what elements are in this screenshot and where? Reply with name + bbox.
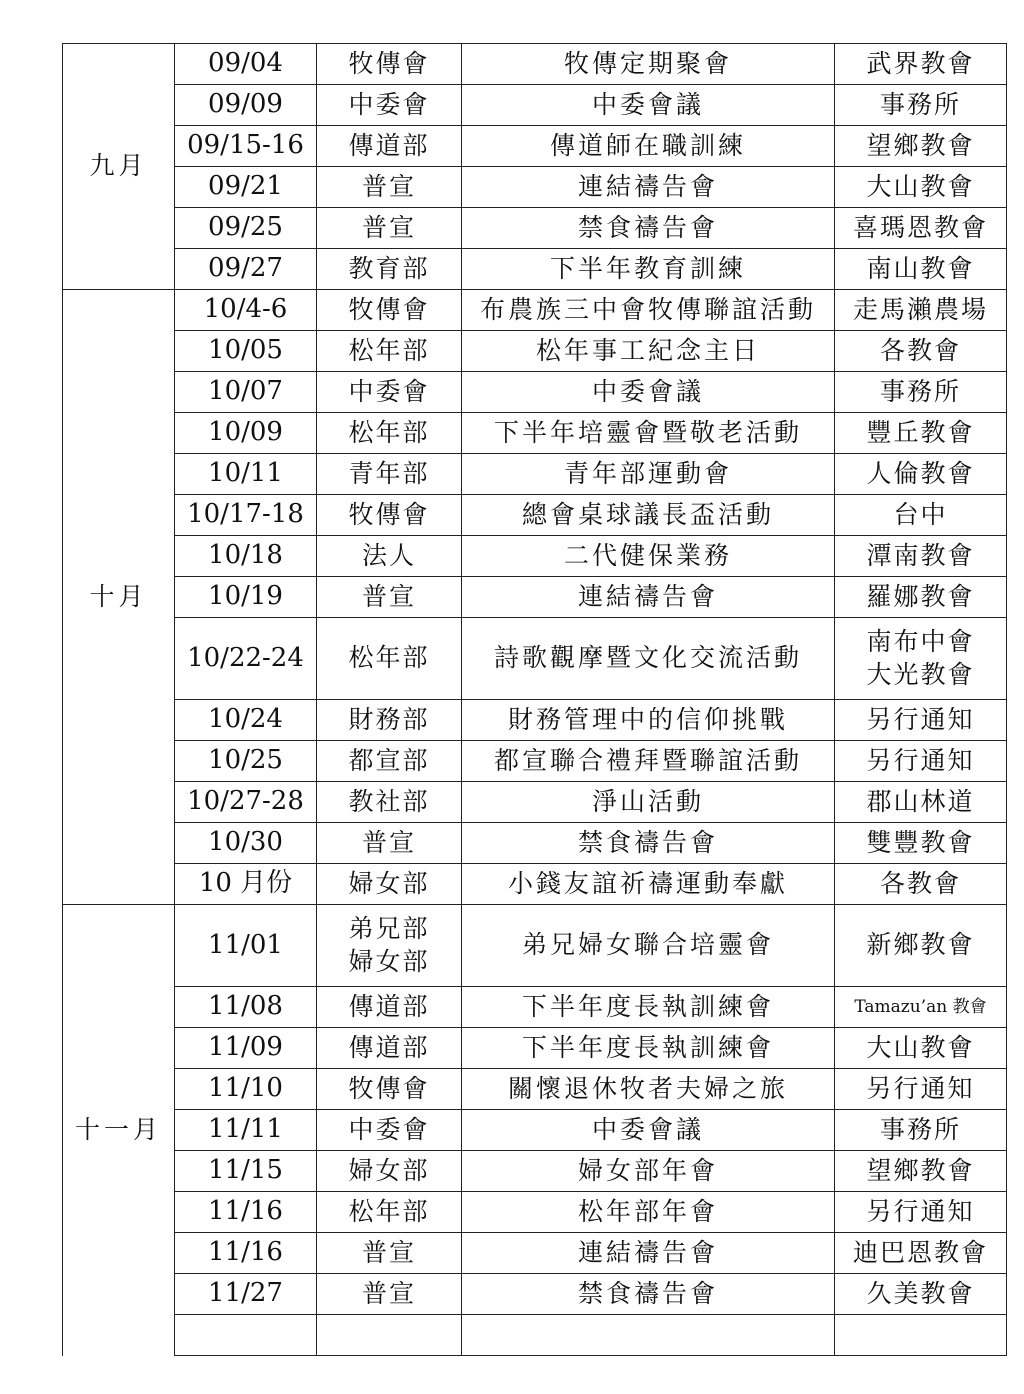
- schedule-row: [63, 864, 1007, 905]
- department-cell: [317, 413, 462, 454]
- location-cell: [835, 536, 1007, 577]
- location-cell: [835, 1028, 1007, 1069]
- event-cell: 中委會議: [462, 1110, 835, 1151]
- department-label: 婦女部: [348, 1155, 430, 1185]
- schedule-row: [63, 1274, 1007, 1315]
- event-cell: 都宣聯合禮拜暨聯誼活動: [462, 741, 835, 782]
- event-cell: 松年部年會: [462, 1192, 835, 1233]
- location-label: 另行通知: [866, 1196, 975, 1226]
- department-label: 傳道部: [348, 991, 430, 1021]
- location-cell: [835, 1315, 1007, 1356]
- event-cell: 弟兄婦女聯合培靈會: [462, 905, 835, 987]
- date-cell: 10/22-24: [175, 618, 317, 700]
- department-cell: [317, 618, 462, 700]
- department-cell: [317, 126, 462, 167]
- location-label: 走馬瀨農場: [852, 294, 988, 324]
- event-cell: 下半年培靈會暨敬老活動: [462, 413, 835, 454]
- department-cell: [317, 495, 462, 536]
- department-label: 婦女部: [348, 868, 430, 898]
- department-cell: [317, 782, 462, 823]
- department-label: 普宣: [361, 581, 416, 611]
- date-cell: 09/04: [175, 44, 317, 85]
- department-label: 中委會: [348, 1114, 430, 1144]
- schedule-body: [63, 44, 1007, 1356]
- department-label: 傳道部: [348, 130, 430, 160]
- location-label: 另行通知: [866, 704, 975, 734]
- location-label: 台中: [893, 499, 948, 529]
- location-label: 迪巴恩教會: [852, 1237, 988, 1267]
- department-label: 教育部: [348, 253, 430, 283]
- location-label: 各教會: [879, 335, 961, 365]
- location-cell: [835, 1069, 1007, 1110]
- schedule-row: [63, 700, 1007, 741]
- location-cell: [835, 700, 1007, 741]
- department-label: 財務部: [348, 704, 430, 734]
- department-label: 松年部: [348, 643, 430, 673]
- schedule-row: [63, 249, 1007, 290]
- location-label: 各教會: [879, 868, 961, 898]
- date-cell: 11/11: [175, 1110, 317, 1151]
- location-label: 潭南教會: [866, 540, 975, 570]
- location-cell: [835, 1192, 1007, 1233]
- schedule-row: [63, 782, 1007, 823]
- department-label: 普宣: [361, 1278, 416, 1308]
- location-label: 雙豐教會: [866, 827, 975, 857]
- location-cell: [835, 126, 1007, 167]
- location-label: 望鄉教會: [866, 130, 975, 160]
- schedule-row: [63, 454, 1007, 495]
- date-cell: 10/17-18: [175, 495, 317, 536]
- department-cell: [317, 577, 462, 618]
- department-label: 傳道部: [348, 1032, 430, 1062]
- schedule-row: [63, 741, 1007, 782]
- location-cell: [835, 290, 1007, 331]
- department-cell: [317, 864, 462, 905]
- department-label: 牧傳會: [348, 1073, 430, 1103]
- schedule-row: [63, 1315, 1007, 1356]
- department-cell: [317, 536, 462, 577]
- department-cell: [317, 1069, 462, 1110]
- date-cell: 09/15-16: [175, 126, 317, 167]
- event-cell: 連結禱告會: [462, 577, 835, 618]
- schedule-row: [63, 1233, 1007, 1274]
- date-cell: 10 月份: [175, 864, 317, 905]
- department-label: 中委會: [348, 376, 430, 406]
- schedule-row: [63, 536, 1007, 577]
- location-label: 豐丘教會: [866, 417, 975, 447]
- date-cell: 10/11: [175, 454, 317, 495]
- date-cell: 10/19: [175, 577, 317, 618]
- event-cell: 連結禱告會: [462, 1233, 835, 1274]
- department-cell: [317, 700, 462, 741]
- date-cell: 10/05: [175, 331, 317, 372]
- date-cell: [175, 1315, 317, 1356]
- event-cell: 中委會議: [462, 85, 835, 126]
- department-label: 弟兄部: [348, 914, 430, 943]
- schedule-row: [63, 495, 1007, 536]
- schedule-row: [63, 905, 1007, 987]
- location-cell: [835, 85, 1007, 126]
- department-label: 法人: [361, 540, 416, 570]
- date-cell: 09/09: [175, 85, 317, 126]
- schedule-row: [63, 618, 1007, 700]
- date-cell: 10/18: [175, 536, 317, 577]
- event-cell: 下半年教育訓練: [462, 249, 835, 290]
- date-cell: 10/4-6: [175, 290, 317, 331]
- department-cell: [317, 987, 462, 1028]
- event-cell: 財務管理中的信仰挑戰: [462, 700, 835, 741]
- location-label: 郡山林道: [866, 786, 975, 816]
- department-label: 牧傳會: [348, 294, 430, 324]
- date-cell: 11/15: [175, 1151, 317, 1192]
- date-cell: 11/27: [175, 1274, 317, 1315]
- department-cell: [317, 1274, 462, 1315]
- schedule-row: [63, 290, 1007, 331]
- location-cell: [835, 44, 1007, 85]
- location-label: 南布中會: [866, 627, 975, 656]
- department-cell: [317, 372, 462, 413]
- schedule-row: [63, 1192, 1007, 1233]
- event-cell: 淨山活動: [462, 782, 835, 823]
- location-label: 南山教會: [866, 253, 975, 283]
- date-cell: 11/09: [175, 1028, 317, 1069]
- department-cell: [317, 454, 462, 495]
- department-cell: [317, 823, 462, 864]
- location-cell: [835, 905, 1007, 987]
- event-cell: 連結禱告會: [462, 167, 835, 208]
- event-cell: 詩歌觀摩暨文化交流活動: [462, 618, 835, 700]
- event-cell: 禁食禱告會: [462, 823, 835, 864]
- location-cell: [835, 987, 1007, 1028]
- location-cell: [835, 331, 1007, 372]
- department-cell: [317, 290, 462, 331]
- department-cell: [317, 1028, 462, 1069]
- department-cell: [317, 741, 462, 782]
- location-label: 大光教會: [866, 659, 975, 689]
- date-cell: 10/07: [175, 372, 317, 413]
- department-label: 松年部: [348, 1196, 430, 1226]
- department-cell: [317, 1110, 462, 1151]
- event-cell: 下半年度長執訓練會: [462, 987, 835, 1028]
- department-label: 牧傳會: [348, 48, 430, 78]
- location-cell: [835, 249, 1007, 290]
- month-cell: 九月: [63, 44, 175, 290]
- department-label: 青年部: [348, 458, 430, 488]
- event-cell: 二代健保業務: [462, 536, 835, 577]
- department-cell: [317, 1192, 462, 1233]
- schedule-row: [63, 413, 1007, 454]
- location-cell: [835, 1274, 1007, 1315]
- schedule-row: [63, 823, 1007, 864]
- location-label: 武界教會: [866, 48, 975, 78]
- location-cell: [835, 577, 1007, 618]
- location-label: Tamazu’an 教會: [854, 996, 987, 1017]
- event-cell: 關懷退休牧者夫婦之旅: [462, 1069, 835, 1110]
- schedule-row: [63, 1110, 1007, 1151]
- schedule-row: [63, 85, 1007, 126]
- schedule-row: [63, 1028, 1007, 1069]
- location-label: 事務所: [879, 89, 961, 119]
- location-cell: [835, 618, 1007, 700]
- location-label: 大山教會: [866, 171, 975, 201]
- event-cell: 下半年度長執訓練會: [462, 1028, 835, 1069]
- location-cell: [835, 167, 1007, 208]
- department-label: 普宣: [361, 827, 416, 857]
- department-label: 普宣: [361, 212, 416, 242]
- event-cell: 總會桌球議長盃活動: [462, 495, 835, 536]
- department-cell: [317, 331, 462, 372]
- department-label: 都宣部: [348, 745, 430, 775]
- location-cell: [835, 208, 1007, 249]
- schedule-row: [63, 126, 1007, 167]
- location-label: 事務所: [879, 376, 961, 406]
- department-cell: [317, 905, 462, 987]
- department-label: 婦女部: [348, 946, 430, 976]
- location-label: 久美教會: [866, 1278, 975, 1308]
- location-cell: [835, 823, 1007, 864]
- event-cell: 禁食禱告會: [462, 1274, 835, 1315]
- date-cell: 11/01: [175, 905, 317, 987]
- location-cell: [835, 741, 1007, 782]
- location-label: 人倫教會: [866, 458, 975, 488]
- department-cell: [317, 208, 462, 249]
- location-label: 大山教會: [866, 1032, 975, 1062]
- location-label: 事務所: [879, 1114, 961, 1144]
- schedule-row: [63, 1069, 1007, 1110]
- schedule-row: [63, 331, 1007, 372]
- department-cell: [317, 85, 462, 126]
- event-cell: 布農族三中會牧傳聯誼活動: [462, 290, 835, 331]
- department-cell: [317, 1233, 462, 1274]
- location-cell: [835, 782, 1007, 823]
- location-cell: [835, 454, 1007, 495]
- location-cell: [835, 1110, 1007, 1151]
- department-label: 普宣: [361, 1237, 416, 1267]
- date-cell: 09/21: [175, 167, 317, 208]
- department-cell: [317, 44, 462, 85]
- date-cell: 10/09: [175, 413, 317, 454]
- department-cell: [317, 249, 462, 290]
- event-cell: 小錢友誼祈禱運動奉獻: [462, 864, 835, 905]
- department-cell: [317, 167, 462, 208]
- date-cell: 09/25: [175, 208, 317, 249]
- event-cell: 中委會議: [462, 372, 835, 413]
- department-label: 松年部: [348, 335, 430, 365]
- date-cell: 10/27-28: [175, 782, 317, 823]
- schedule-row: [63, 167, 1007, 208]
- date-cell: 09/27: [175, 249, 317, 290]
- event-cell: 牧傳定期聚會: [462, 44, 835, 85]
- event-schedule-table: [62, 43, 1007, 1356]
- month-cell: 十一月: [63, 905, 175, 1356]
- date-cell: 11/08: [175, 987, 317, 1028]
- event-cell: 婦女部年會: [462, 1151, 835, 1192]
- department-label: 教社部: [348, 786, 430, 816]
- department-label: 松年部: [348, 417, 430, 447]
- event-cell: 禁食禱告會: [462, 208, 835, 249]
- location-label: 望鄉教會: [866, 1155, 975, 1185]
- schedule-row: [63, 208, 1007, 249]
- event-cell: 青年部運動會: [462, 454, 835, 495]
- department-label: 牧傳會: [348, 499, 430, 529]
- location-cell: [835, 372, 1007, 413]
- location-cell: [835, 495, 1007, 536]
- location-label: 羅娜教會: [866, 581, 975, 611]
- schedule-row: [63, 577, 1007, 618]
- location-cell: [835, 864, 1007, 905]
- date-cell: 11/10: [175, 1069, 317, 1110]
- date-cell: 10/25: [175, 741, 317, 782]
- location-label: 喜瑪恩教會: [852, 212, 988, 242]
- department-label: 普宣: [361, 171, 416, 201]
- department-cell: [317, 1315, 462, 1356]
- location-cell: [835, 1233, 1007, 1274]
- date-cell: 11/16: [175, 1233, 317, 1274]
- month-cell: 十月: [63, 290, 175, 905]
- location-label: 另行通知: [866, 745, 975, 775]
- department-cell: [317, 1151, 462, 1192]
- date-cell: 10/24: [175, 700, 317, 741]
- event-cell: 傳道師在職訓練: [462, 126, 835, 167]
- event-cell: 松年事工紀念主日: [462, 331, 835, 372]
- location-cell: [835, 413, 1007, 454]
- event-cell: [462, 1315, 835, 1356]
- date-cell: 11/16: [175, 1192, 317, 1233]
- location-label: 另行通知: [866, 1073, 975, 1103]
- schedule-row: [63, 987, 1007, 1028]
- department-label: 中委會: [348, 89, 430, 119]
- schedule-row: [63, 372, 1007, 413]
- location-cell: [835, 1151, 1007, 1192]
- location-label: 新鄉教會: [866, 930, 975, 960]
- schedule-row: [63, 1151, 1007, 1192]
- date-cell: 10/30: [175, 823, 317, 864]
- schedule-row: [63, 44, 1007, 85]
